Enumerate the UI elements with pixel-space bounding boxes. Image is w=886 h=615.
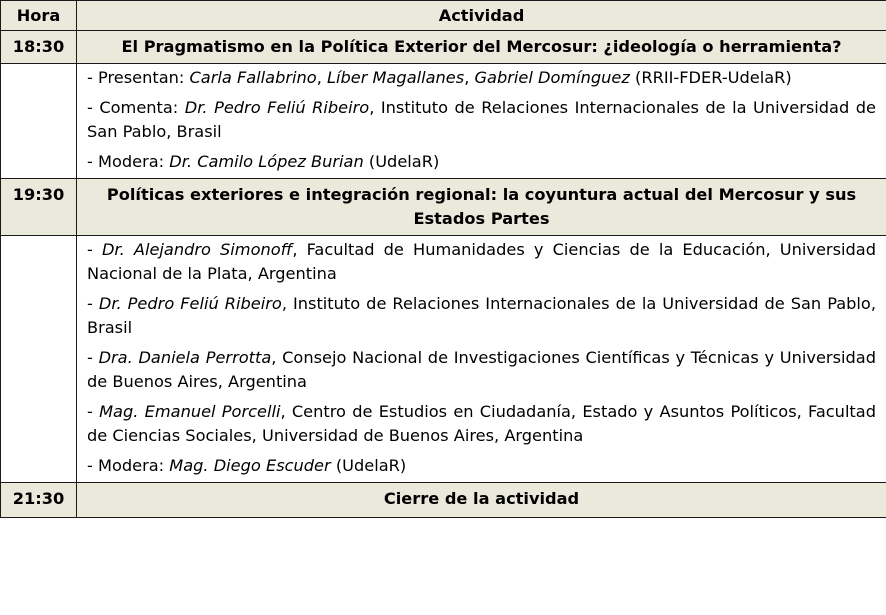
session-time: 19:30 <box>1 179 77 236</box>
person-name: Mag. Diego Escuder <box>169 456 331 475</box>
person-name: Líber Magallanes <box>326 68 465 87</box>
person-name: Dr. Alejandro Simonoff <box>101 240 293 259</box>
session-row <box>1 179 886 236</box>
participant-line <box>87 346 876 394</box>
line-prefix: - Comenta: <box>87 98 185 117</box>
participant-line <box>87 96 876 144</box>
session-title: Políticas exteriores e integración regional: la coyuntura actual del Mercosur y sus Estados Partes <box>77 179 886 236</box>
person-name: Mag. Emanuel Porcelli <box>99 402 281 421</box>
line-prefix: - <box>87 402 100 421</box>
line-prefix: - Modera: <box>87 152 170 171</box>
session-detail-row <box>1 236 886 483</box>
affiliation-text: (RRII-FDER-UdelaR) <box>629 68 792 87</box>
affiliation-text: , Centro de Estudios en Ciudadanía, Estado y Asuntos Políticos, Facultad de Ciencias Sociales, Universidad de Buenos Aires, Argentina <box>87 402 876 445</box>
session-detail <box>77 64 886 179</box>
person-name: Dr. Pedro Feliú Ribeiro <box>184 98 370 117</box>
session-time: 18:30 <box>1 31 77 64</box>
affiliation-text: , <box>464 68 475 87</box>
participant-line <box>87 400 876 448</box>
line-prefix: - <box>87 240 102 259</box>
affiliation-text: , Instituto de Relaciones Internacionales de la Universidad de San Pablo, Brasil <box>87 294 876 337</box>
affiliation-text: , Consejo Nacional de Investigaciones Científicas y Técnicas y Universidad de Buenos Aires, Argentina <box>87 348 876 391</box>
header-hora: Hora <box>1 1 77 31</box>
affiliation-text: (UdelaR) <box>363 152 440 171</box>
empty-time-cell <box>1 236 77 483</box>
session-detail <box>77 236 886 483</box>
line-prefix: - <box>87 348 99 367</box>
session-time: 21:30 <box>1 483 77 518</box>
person-name: Gabriel Domínguez <box>474 68 630 87</box>
affiliation-text: (UdelaR) <box>330 456 407 475</box>
person-name: Dr. Camilo López Burian <box>169 152 364 171</box>
participant-line <box>87 292 876 340</box>
header-actividad: Actividad <box>77 1 886 31</box>
participant-line <box>87 454 876 478</box>
session-title: El Pragmatismo en la Política Exterior del Mercosur: ¿ideología o herramienta? <box>77 31 886 64</box>
line-prefix: - <box>87 294 99 313</box>
participant-line <box>87 150 876 174</box>
empty-time-cell <box>1 64 77 179</box>
affiliation-text: , <box>316 68 327 87</box>
affiliation-text: , Instituto de Relaciones Internacionales de la Universidad de San Pablo, Brasil <box>87 98 876 141</box>
person-name: Dr. Pedro Feliú Ribeiro <box>98 294 282 313</box>
header-row <box>1 1 886 31</box>
person-name: Carla Fallabrino <box>189 68 317 87</box>
session-title: Cierre de la actividad <box>77 483 886 518</box>
line-prefix: - Modera: <box>87 456 170 475</box>
affiliation-text: , Facultad de Humanidades y Ciencias de la Educación, Universidad Nacional de la Plata, Argentina <box>87 240 876 283</box>
line-prefix: - Presentan: <box>87 68 190 87</box>
participant-line <box>87 238 876 286</box>
person-name: Dra. Daniela Perrotta <box>98 348 272 367</box>
session-detail-row <box>1 64 886 179</box>
participant-line <box>87 66 876 90</box>
session-row <box>1 31 886 64</box>
session-row <box>1 483 886 518</box>
